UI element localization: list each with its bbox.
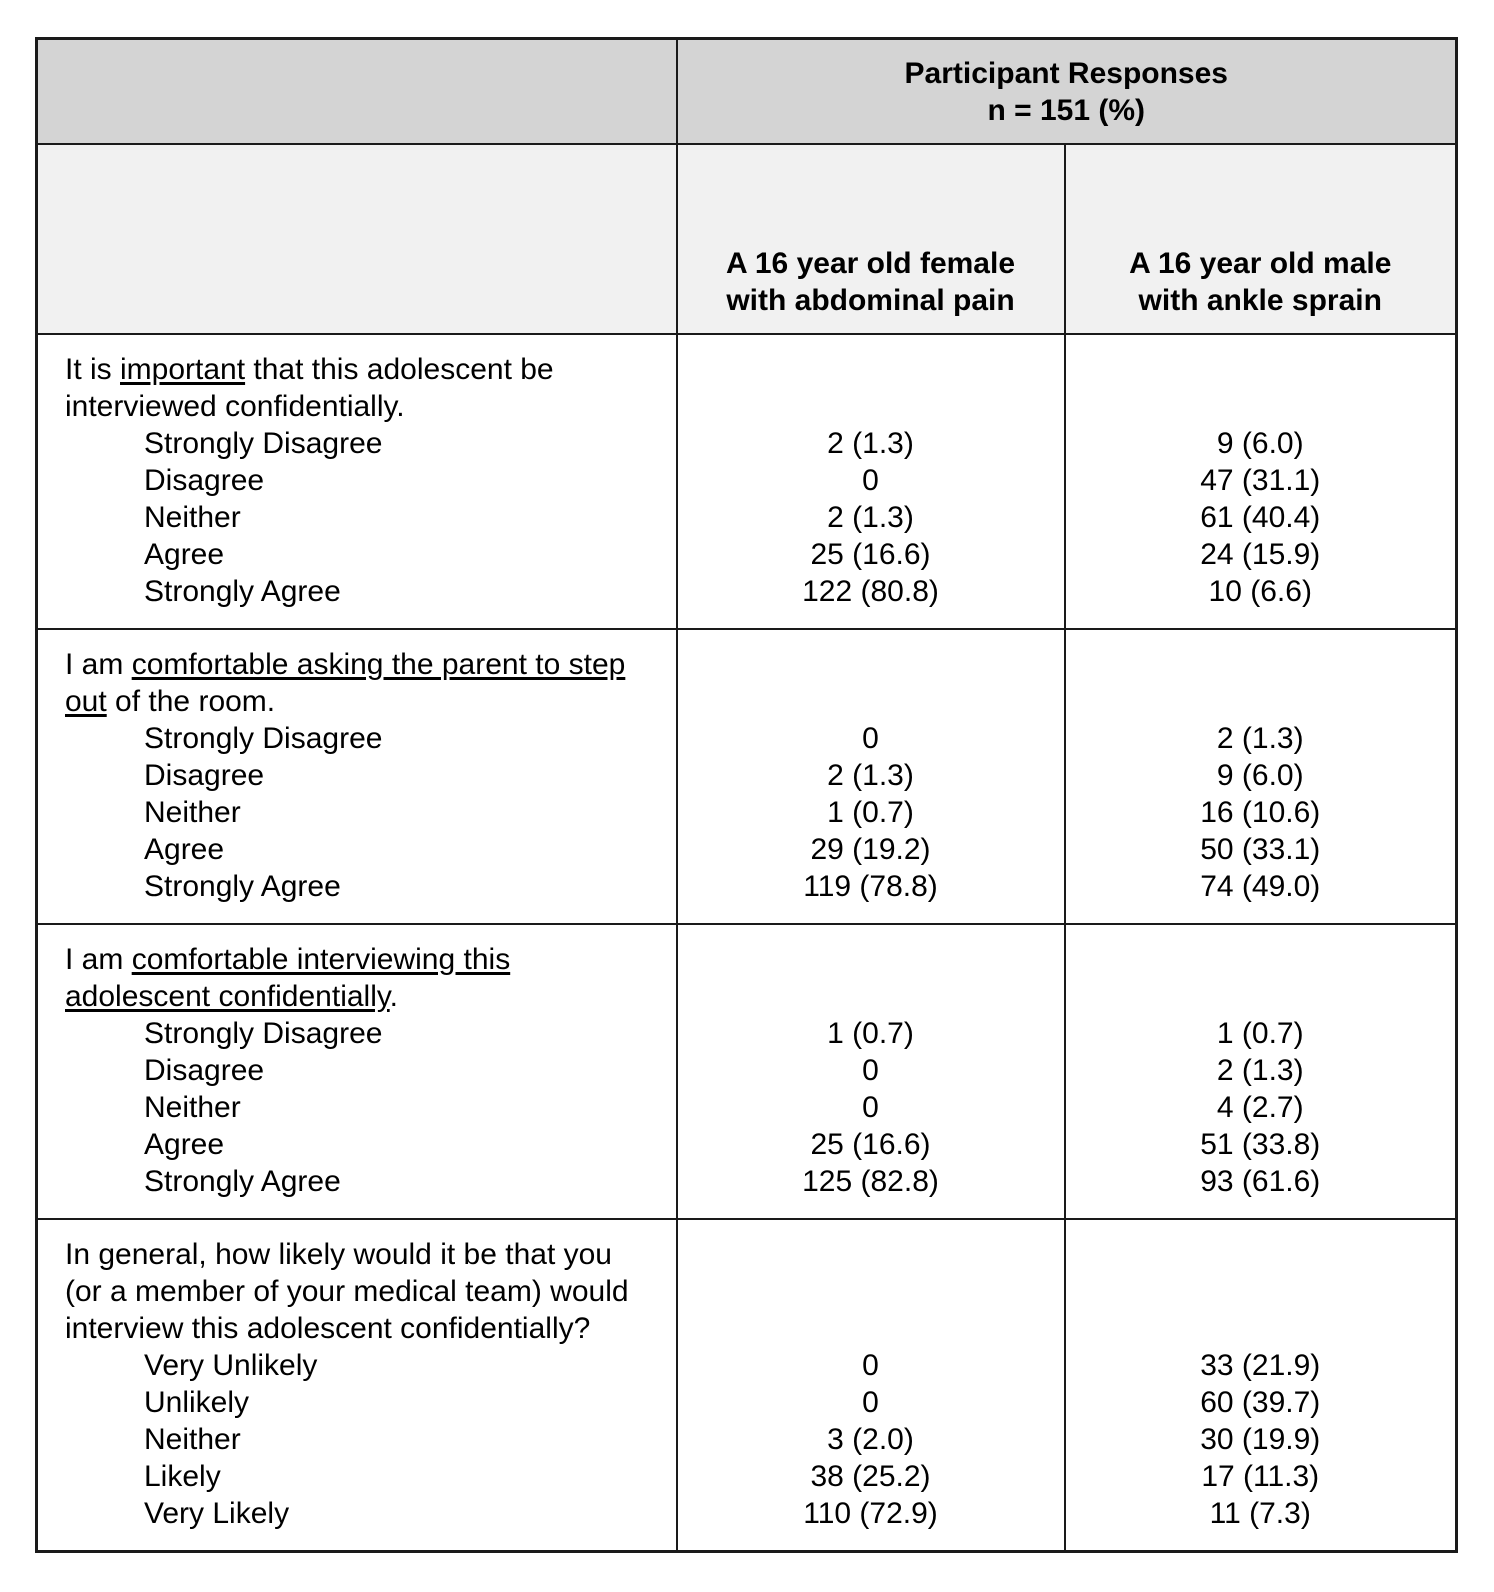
male-value: 11 (7.3) [1209,1497,1311,1530]
female-value: 0 [862,464,879,497]
female-value: 2 (1.3) [827,759,914,792]
question-text: I am comfortable interviewing this adolescent confidentially. [65,943,511,1013]
male-value: 9 (6.0) [1216,759,1304,792]
female-values-cell [677,1219,1065,1552]
male-value: 2 (1.3) [1216,1054,1304,1087]
header-title: Participant Responses [904,56,1228,90]
question-cell [37,1219,677,1552]
response-label: Very Likely [144,1497,290,1530]
column-header-male-line2: with ankle sprain [1138,284,1382,317]
male-values-cell [1065,924,1457,1219]
male-value: 60 (39.7) [1200,1386,1321,1419]
female-value: 0 [862,1091,879,1124]
response-label: Likely [144,1460,221,1493]
response-label: Disagree [144,759,265,792]
response-label: Strongly Disagree [144,1017,383,1050]
column-header-empty-cell [37,144,677,334]
female-value: 38 (25.2) [810,1460,931,1493]
response-label: Strongly Agree [144,575,341,608]
female-value: 125 (82.8) [802,1165,939,1198]
column-header-male-line1: A 16 year old male [1129,247,1392,280]
response-label: Disagree [144,464,265,497]
female-value: 0 [862,1349,879,1382]
question-row [37,334,1457,629]
female-value: 122 (80.8) [802,575,939,608]
response-label: Strongly Disagree [144,722,383,755]
female-value: 3 (2.0) [827,1423,914,1456]
female-value: 2 (1.3) [827,427,914,460]
question-row [37,924,1457,1219]
response-label: Strongly Disagree [144,427,383,460]
question-cell [37,924,677,1219]
column-header-male [1065,144,1457,334]
column-header-row [37,144,1457,334]
response-label: Neither [144,501,241,534]
response-label: Agree [144,1128,225,1161]
male-value: 93 (61.6) [1200,1165,1321,1198]
male-value: 24 (15.9) [1200,538,1321,571]
question-text: I am comfortable asking the parent to step out of the room. [65,648,626,718]
male-value: 10 (6.6) [1208,575,1312,608]
male-value: 47 (31.1) [1200,464,1321,497]
male-value: 1 (0.7) [1216,1017,1304,1050]
response-label: Neither [144,1423,241,1456]
male-value: 30 (19.9) [1200,1423,1321,1456]
question-text: It is important that this adolescent be interviewed confidentially. [65,353,554,423]
question-cell [37,334,677,629]
female-value: 25 (16.6) [810,1128,931,1161]
male-value: 51 (33.8) [1200,1128,1321,1161]
female-value: 0 [862,722,879,755]
male-value: 17 (11.3) [1201,1460,1320,1493]
female-values-cell [677,334,1065,629]
male-value: 9 (6.0) [1216,427,1304,460]
response-label: Agree [144,833,225,866]
response-label: Disagree [144,1054,265,1087]
female-value: 1 (0.7) [827,1017,914,1050]
header-row [37,39,1457,145]
header-sample-size: n = 151 (%) [987,93,1146,127]
male-value: 16 (10.6) [1200,796,1321,829]
header-empty-cell [37,39,677,145]
male-value: 33 (21.9) [1200,1349,1321,1382]
column-header-female-line1: A 16 year old female [725,247,1016,280]
female-value: 25 (16.6) [810,538,931,571]
response-label: Strongly Agree [144,1165,341,1198]
female-value: 29 (19.2) [810,833,931,866]
column-header-female-line2: with abdominal pain [726,284,1015,317]
response-label: Unlikely [144,1386,250,1419]
male-value: 61 (40.4) [1200,501,1321,534]
question-row [37,629,1457,924]
response-label: Neither [144,1091,241,1124]
male-value: 2 (1.3) [1216,722,1304,755]
male-values-cell [1065,334,1457,629]
response-label: Strongly Agree [144,870,341,903]
response-label: Very Unlikely [144,1349,318,1382]
male-values-cell [1065,629,1457,924]
question-cell [37,629,677,924]
male-value: 50 (33.1) [1200,833,1321,866]
response-label: Agree [144,538,225,571]
female-value: 2 (1.3) [827,501,914,534]
female-value: 0 [862,1386,879,1419]
female-value: 110 (72.9) [803,1497,938,1530]
male-value: 74 (49.0) [1200,870,1321,903]
question-text: In general, how likely would it be that you (or a member of your medical team) would interview this adolescent confidentially? [65,1238,629,1345]
male-values-cell [1065,1219,1457,1552]
female-value: 119 (78.8) [803,870,938,903]
participant-responses-header [677,39,1457,145]
female-value: 1 (0.7) [827,796,914,829]
female-value: 0 [862,1054,879,1087]
female-values-cell [677,924,1065,1219]
column-header-female [677,144,1065,334]
male-value: 4 (2.7) [1216,1091,1304,1124]
question-row [37,1219,1457,1552]
response-label: Neither [144,796,241,829]
survey-responses-table [35,37,1458,1553]
female-values-cell [677,629,1065,924]
